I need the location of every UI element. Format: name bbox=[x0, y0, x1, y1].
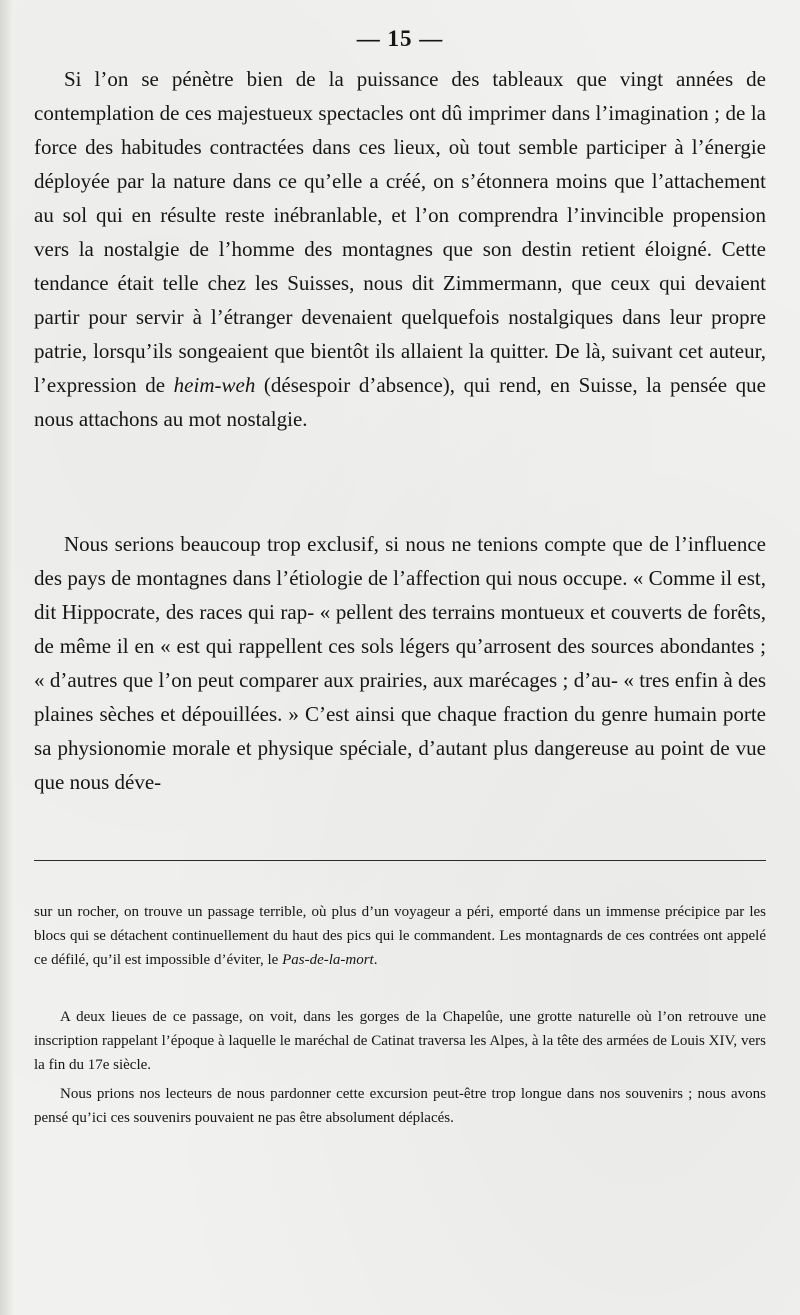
italic-term-heim-weh: heim-weh bbox=[173, 373, 256, 397]
page-number: — 15 — bbox=[356, 26, 444, 51]
footnote-separator-rule bbox=[34, 860, 766, 861]
footnote-2: A deux lieues de ce passage, on voit, dans les gorges de la Chapelûe, une grotte naturelle où l’on retrouve une inscription rappelant l’époque à laquelle le maréchal de Catinat traversa les Alpes, à la tête des armées de Louis XIV, vers la fin du 17e siècle. bbox=[34, 1009, 766, 1073]
body-paragraph-1 bbox=[34, 62, 766, 436]
footnote-1-text-end: . bbox=[373, 952, 378, 968]
footnote-1-text-start: sur un rocher, on trouve un passage terrible, où plus d’un voyageur a péri, emporté dans un immense précipice par les blocs qui se détachent continuellement du haut des pics qui le commandent. Les montagnards de ces contrées ont appelé ce défilé, qu’il est impossible d’éviter, le bbox=[34, 904, 766, 968]
paragraph-1-text-end: (désespoir d’absence), qui rend, en Suisse, la pensée que nous attachons au mot nostalgie. bbox=[34, 373, 766, 431]
footnote-3: Nous prions nos lecteurs de nous pardonner cette excursion peut-être trop longue dans nos souvenirs ; nous avons pensé qu’ici ces souvenirs pouvaient ne pas être absolument déplacés. bbox=[34, 1086, 766, 1126]
body-paragraph-2: Nous serions beaucoup trop exclusif, si nous ne tenions compte que de l’influence des pays de montagnes dans l’étiologie de l’affection qui nous occupe. « Comme il est, dit Hippocrate, des races qui rap- « pellent des terrains montueux et couverts de forêts, de même il en « est qui rappellent ces sols légers qu’arrosent des sources abondantes ; « d’autres que l’on peut comparer aux prairies, aux marécages ; d’au- « tres enfin à des plaines sèches et dépouillées. » C’est ainsi que chaque fraction du genre humain porte sa physionomie morale et physique spéciale, d’autant plus dangereuse au point de vue que nous déve- bbox=[34, 532, 766, 794]
italic-term-pas-de-la-mort: Pas-de-la-mort bbox=[282, 952, 374, 968]
paragraph-1-text-start: Si l’on se pénètre bien de la puissance des tableaux que vingt années de contemplation de ces majestueux spectacles ont dû imprimer dans l’imagination ; de la force des habitudes contractées dans ces lieux, où tout semble participer à l’énergie déployée par la nature dans ce qu’elle a créé, on s’étonnera moins que l’attachement au sol qui en résulte reste inébranlable, et l’on comprendra l’invincible propension vers la nostalgie de l’homme des montagnes que son destin retient éloigné. Cette tendance était telle chez les Suisses, nous dit Zimmermann, que ceux qui devaient partir pour servir à l’étranger devenaient quelquefois nostalgiques dans leur propre patrie, lorsqu’ils songeaient que bientôt ils allaient la quitter. De là, suivant cet auteur, l’expression de bbox=[34, 67, 766, 397]
footnote-1 bbox=[34, 900, 766, 972]
page-gutter-shadow bbox=[0, 0, 14, 1315]
